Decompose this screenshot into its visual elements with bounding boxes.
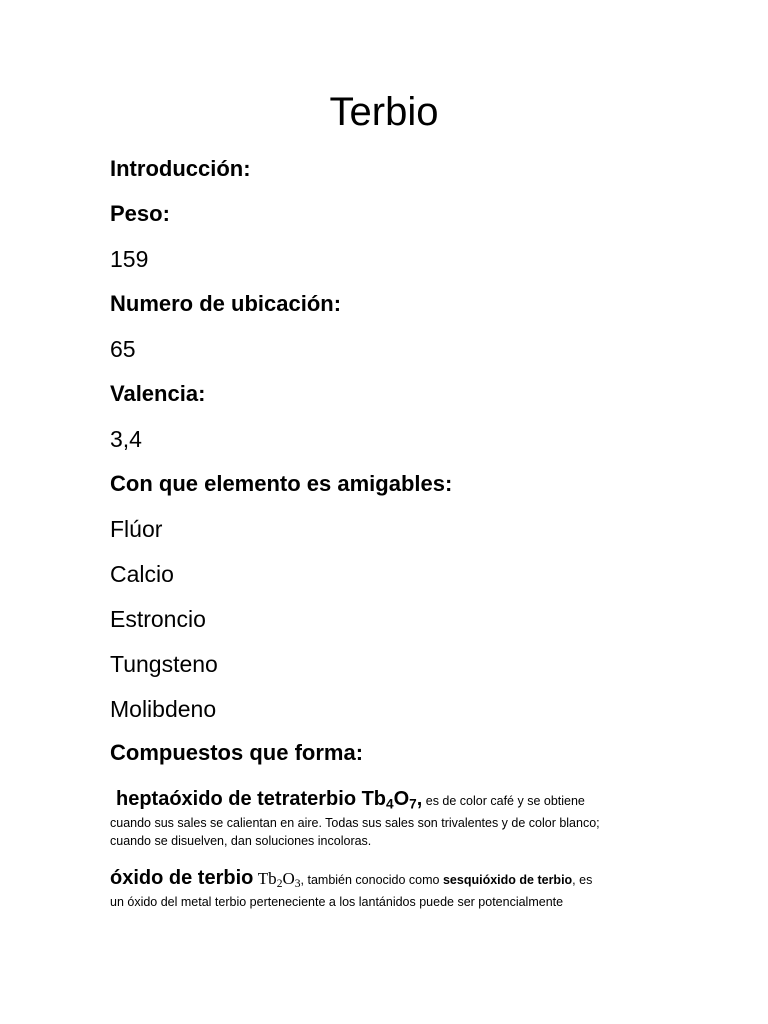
- valencia-value: 3,4: [110, 426, 142, 452]
- amigable-item: Tungsteno: [110, 651, 218, 677]
- compound-name: heptaóxido de tetraterbio $Tb_4O_7$,: [116, 788, 423, 812]
- compound-description-line: cuando se disuelven, dan soluciones incoloras.: [110, 834, 372, 848]
- compound-oxido-terbio: óxido de terbio $Tb_2O_3$, también conocido como sesquióxido de terbio, es un óxido del metal terbio perteneciente a los lantánidos puede ser potencialmente: [110, 865, 670, 911]
- numero-value: 65: [110, 336, 136, 362]
- amigable-item: Calcio: [110, 561, 174, 587]
- heading-compuestos: Compuestos que forma:: [110, 740, 364, 765]
- amigable-item: Flúor: [110, 516, 163, 542]
- compound-formula: $Tb_2O_3$: [257, 869, 301, 890]
- compound-description-line: un óxido del metal terbio perteneciente a los lantánidos puede ser potencialmente: [110, 895, 564, 909]
- heading-introduccion: Introducción:: [110, 156, 251, 181]
- heading-valencia: Valencia:: [110, 381, 206, 406]
- compound-description: es de color café y se obtiene: [422, 794, 585, 808]
- amigable-item: Estroncio: [110, 606, 206, 632]
- amigable-item: Molibdeno: [110, 696, 217, 722]
- compound-name: óxido de terbio: [110, 867, 254, 889]
- heading-numero-ubicacion: Numero de ubicación:: [110, 291, 342, 316]
- peso-value: 159: [110, 246, 149, 272]
- compound-description-line: cuando sus sales se calientan en aire. Todas sus sales son trivalentes y de color blanco;: [110, 816, 600, 830]
- heading-peso: Peso:: [110, 201, 170, 226]
- page-title: Terbio: [329, 90, 439, 134]
- compound-heptaoxido: [110, 786, 670, 850]
- heading-amigables: Con que elemento es amigables:: [110, 471, 453, 496]
